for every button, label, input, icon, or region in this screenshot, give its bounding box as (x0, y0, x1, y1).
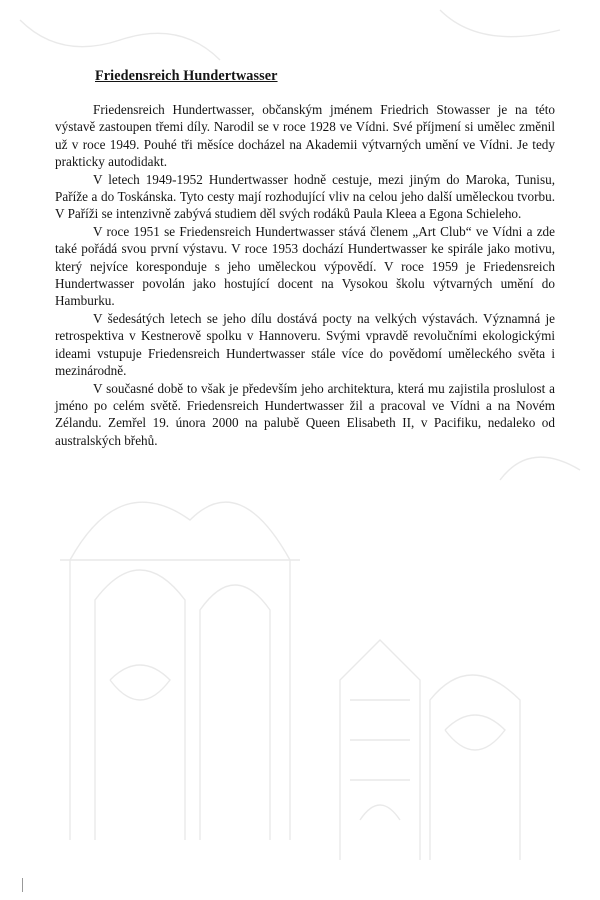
paragraph-1: Friedensreich Hundertwasser, občanským jménem Friedrich Stowasser je na této výstavě zastoupen třemi díly. Narodil se v roce 1928 ve Vídni. Své příjmení si umělec změnil už v roce 1949. Pouhé tři měsíce docházel na Akademii výtvarných umění ve Vídni. Je tedy prakticky autodidakt. (55, 102, 555, 170)
margin-mark (22, 878, 23, 892)
paragraph-2: V letech 1949-1952 Hundertwasser hodně cestuje, mezi jiným do Maroka, Tunisu, Paříže a do Toskánska. Tyto cesty mají rozhodující vliv na celou jeho další uměleckou tvorbu. V Paříži se intenzivně zabývá studiem děl svých rodáků Paula Kleea a Egona Schieleho. (55, 171, 555, 222)
paragraph-3: V roce 1951 se Friedensreich Hundertwasser stává členem „Art Club“ ve Vídni a zde také pořádá svou první výstavu. V roce 1953 dochází Hundertwasser ke spirále jako motivu, který nejvíce koresponduje s jeho uměleckou výpovědí. V roce 1959 je Friedensreich Hundertwasser povolán jako hostující docent na Vysokou školu výtvarných umění do Hamburku. (55, 223, 555, 309)
article-title: Friedensreich Hundertwasser (95, 68, 278, 84)
article (55, 68, 555, 449)
paragraph-4: V šedesátých letech se jeho dílu dostává pocty na velkých výstavách. Významná je retrospektiva v Kestnerově spolku v Hannoveru. Svými vpravdě revolučními ekologickými ideami vstupuje Friedensreich Hundertwasser stále více do povědomí uměleckého světa i mezinárodně. (55, 310, 555, 379)
paragraph-5: V současné době to však je především jeho architektura, která mu zajistila proslulost a jméno po celém světě. Friedensreich Hundertwasser žil a pracoval ve Vídni a na Novém Zélandu. Zemřel 19. února 2000 na palubě Queen Elisabeth II, v Pacifiku, nedaleko od australských břehů. (55, 380, 555, 448)
